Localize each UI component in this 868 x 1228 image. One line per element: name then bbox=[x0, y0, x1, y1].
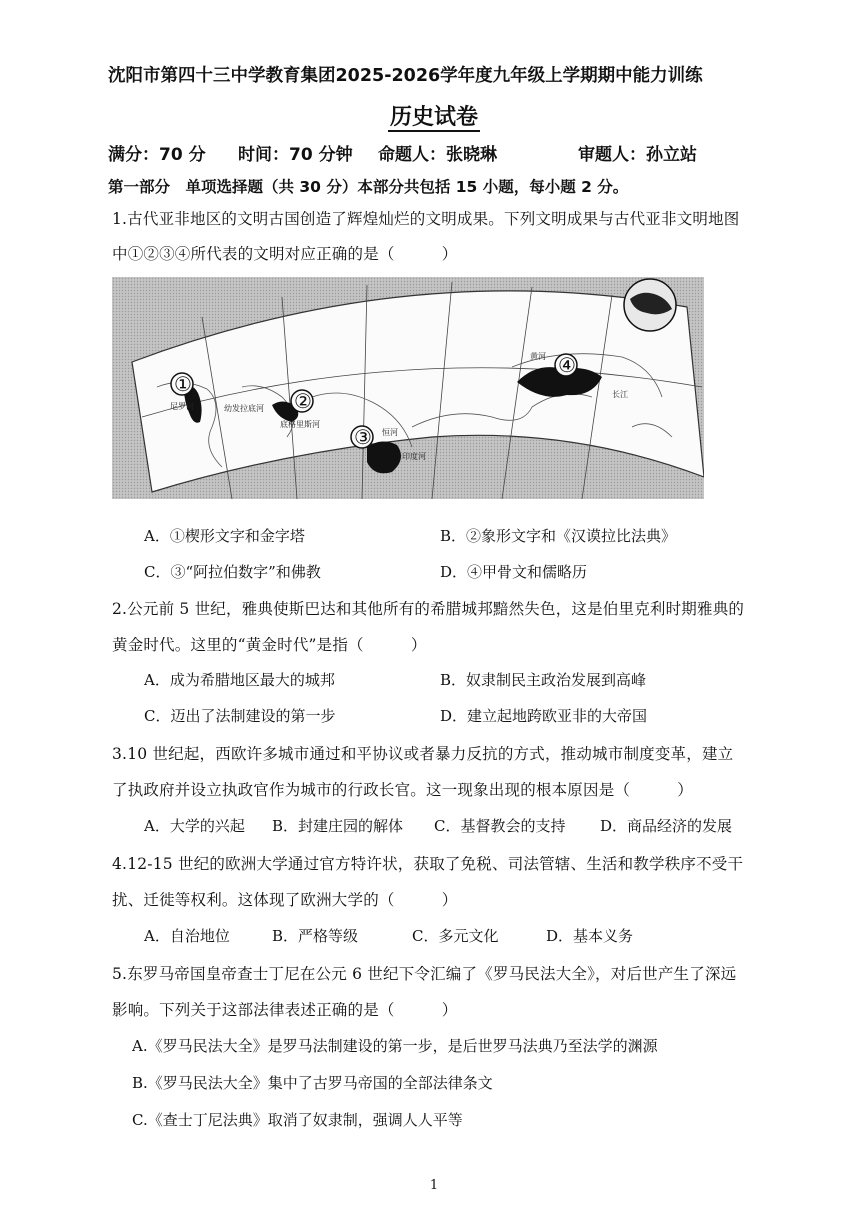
label-tigris: 底格里斯河 bbox=[280, 420, 320, 429]
q2-line-1: 2.公元前 5 世纪，雅典使斯巴达和其他所有的希腊城邦黯然失色，这是伯里克利时期雅典的 bbox=[112, 600, 745, 618]
q2-option-b: B．奴隶制民主政治发展到高峰 bbox=[440, 671, 647, 689]
full-score: 满分：70 分 bbox=[108, 145, 206, 165]
q1-option-c: C．③“阿拉伯数字”和佛教 bbox=[144, 563, 321, 581]
exam-title: 沈阳市第四十三中学教育集团2025-2026学年度九年级上学期期中能力训练 bbox=[108, 66, 703, 86]
q3-option-b: B．封建庄园的解体 bbox=[272, 817, 404, 835]
map-marker-2: ② bbox=[294, 389, 312, 413]
q5-option-c: C.《查士丁尼法典》取消了奴隶制，强调人人平等 bbox=[132, 1111, 463, 1129]
label-yellow-river: 黄河 bbox=[530, 352, 546, 361]
subject-title-text: 历史试卷 bbox=[389, 105, 478, 130]
q2-option-a: A．成为希腊地区最大的城邦 bbox=[144, 671, 335, 689]
q3-option-d: D．商品经济的发展 bbox=[600, 817, 733, 835]
q1-line-1: 1.古代亚非地区的文明古国创造了辉煌灿烂的文明成果。下列文明成果与古代亚非文明地图 bbox=[112, 210, 740, 228]
q4-option-d: D．基本义务 bbox=[546, 927, 634, 945]
q1-option-a: A．①楔形文字和金字塔 bbox=[144, 527, 305, 545]
exam-meta bbox=[108, 140, 768, 165]
q1-line-2: 中①②③④所代表的文明对应正确的是（ ） bbox=[112, 245, 458, 263]
q4-option-a: A．自治地位 bbox=[144, 927, 230, 945]
map-marker-1: ① bbox=[174, 372, 192, 396]
label-nile: 尼罗河 bbox=[170, 402, 194, 411]
q4-option-c: C．多元文化 bbox=[412, 927, 499, 945]
exam-time: 时间：70 分钟 bbox=[238, 145, 353, 165]
ancient-civilizations-map bbox=[112, 277, 704, 499]
q3-option-a: A．大学的兴起 bbox=[144, 817, 245, 835]
q4-line-2: 扰、迁徙等权利。这体现了欧洲大学的（ ） bbox=[112, 891, 458, 909]
q1-option-d: D．④甲骨文和儒略历 bbox=[440, 563, 588, 581]
q3-line-1: 3.10 世纪起，西欧许多城市通过和平协议或者暴力反抗的方式，推动城市制度变革，建立 bbox=[112, 745, 734, 763]
q5-option-b: B.《罗马民法大全》集中了古罗马帝国的全部法律条文 bbox=[132, 1074, 493, 1092]
map-marker-3: ③ bbox=[354, 425, 372, 449]
q4-option-b: B．严格等级 bbox=[272, 927, 359, 945]
label-indus: 印度河 bbox=[402, 452, 426, 461]
map-graphic bbox=[112, 277, 704, 499]
q1-option-b: B．②象形文字和《汉谟拉比法典》 bbox=[440, 527, 677, 545]
q2-option-c: C．迈出了法制建设的第一步 bbox=[144, 707, 336, 725]
label-ganges: 恒河 bbox=[382, 428, 398, 437]
q2-line-2: 黄金时代。这里的“黄金时代”是指（ ） bbox=[112, 636, 427, 654]
q5-line-1: 5.东罗马帝国皇帝查士丁尼在公元 6 世纪下令汇编了《罗马民法大全》，对后世产生了深远 bbox=[112, 965, 737, 983]
subject-title bbox=[0, 100, 868, 131]
q5-option-a: A.《罗马民法大全》是罗马法制建设的第一步，是后世罗马法典乃至法学的渊源 bbox=[132, 1037, 658, 1055]
q3-option-c: C．基督教会的支持 bbox=[434, 817, 566, 835]
page-number: 1 bbox=[429, 1178, 439, 1193]
q4-line-1: 4.12-15 世纪的欧洲大学通过官方特许状，获取了免税、司法管辖、生活和教学秩序不受干 bbox=[112, 855, 744, 873]
q2-option-d: D．建立起地跨欧亚非的大帝国 bbox=[440, 707, 648, 725]
label-euphrates: 幼发拉底河 bbox=[224, 404, 264, 413]
exam-author: 命题人：张晓琳 bbox=[378, 145, 497, 165]
label-yangtze: 长江 bbox=[612, 390, 628, 399]
map-marker-4: ④ bbox=[558, 353, 576, 377]
q5-line-2: 影响。下列关于这部法律表述正确的是（ ） bbox=[112, 1001, 458, 1019]
section-heading: 第一部分 单项选择题（共 30 分）本部分共包括 15 小题，每小题 2 分。 bbox=[108, 178, 629, 196]
exam-reviewer: 审题人：孙立站 bbox=[578, 145, 697, 165]
q3-line-2: 了执政府并设立执政官作为城市的行政长官。这一现象出现的根本原因是（ ） bbox=[112, 781, 693, 799]
